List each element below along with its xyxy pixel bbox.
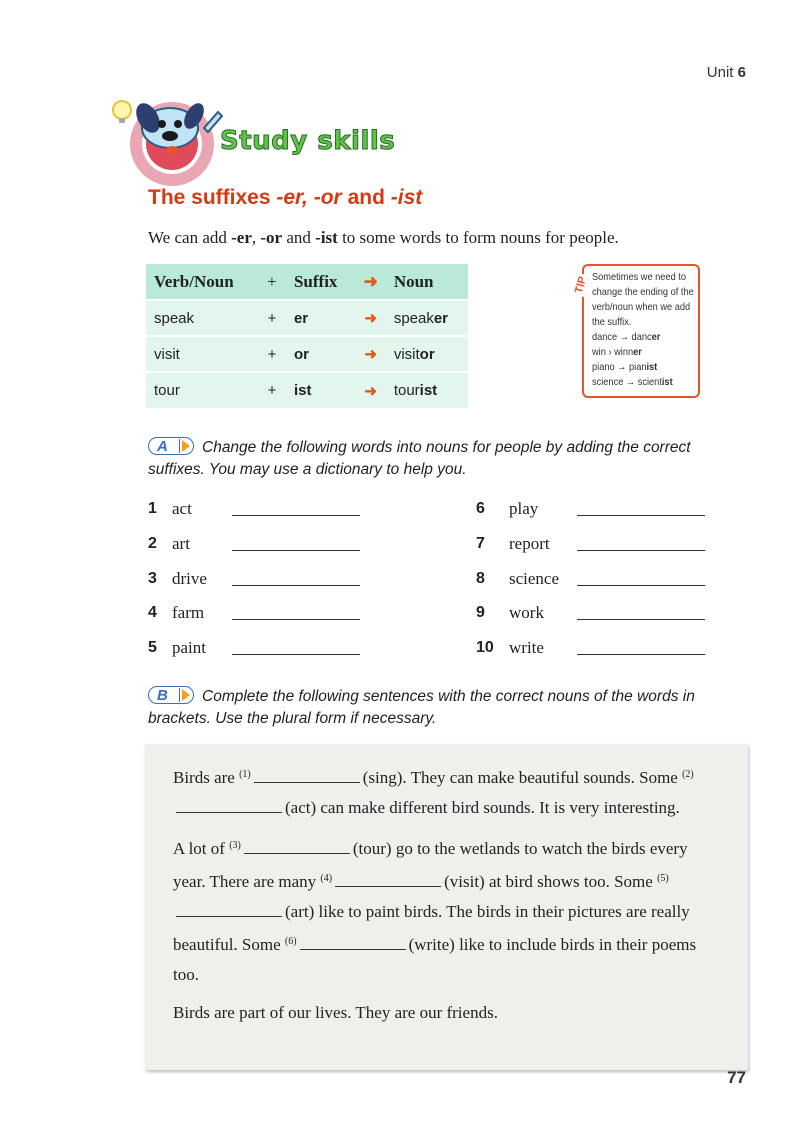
answer-blank[interactable] <box>300 936 406 950</box>
unit-label: Unit 6 <box>706 64 746 81</box>
cell-plus: + <box>258 336 286 372</box>
tip-example: science → scientist <box>592 376 673 388</box>
exercise-a-instruction: A Change the following words into nouns for people by adding the correct suffixes. You may use a dictionary to help you. <box>148 438 691 478</box>
answer-blank[interactable] <box>232 502 360 516</box>
cell-suffix: ist <box>286 372 356 408</box>
list-item: 9 work <box>476 596 716 631</box>
passage-text <box>173 760 723 1036</box>
list-item: 6 play <box>476 492 716 527</box>
header-suffix: Suffix <box>286 264 356 300</box>
table-row <box>146 336 468 372</box>
header-plus: + <box>258 264 286 300</box>
exercise-a-list-left <box>148 492 388 665</box>
answer-blank[interactable] <box>577 641 705 655</box>
header-arrow-icon: ➜ <box>356 264 386 300</box>
exercise-b-badge: B <box>148 686 194 704</box>
list-item: 7 report <box>476 527 716 562</box>
list-item: 10 write <box>476 631 716 666</box>
cell-noun: speaker <box>386 300 468 336</box>
answer-blank[interactable] <box>577 502 705 516</box>
table-row <box>146 300 468 336</box>
cell-base: tour <box>146 372 258 408</box>
cell-noun: tourist <box>386 372 468 408</box>
section-title: Study skills <box>220 126 396 156</box>
tip-label: TIP <box>566 271 597 299</box>
exercise-a-list-right <box>476 492 716 665</box>
list-item: 1 act <box>148 492 388 527</box>
answer-blank[interactable] <box>232 572 360 586</box>
list-item: 3 drive <box>148 561 388 596</box>
passage-paragraph: Birds are part of our lives. They are our friends. <box>173 1003 498 1022</box>
answer-blank[interactable] <box>577 572 705 586</box>
cell-base: visit <box>146 336 258 372</box>
tip-box <box>572 264 700 398</box>
list-item: 4 farm <box>148 596 388 631</box>
exercise-b-instruction: B Complete the following sentences with the correct nouns of the words in brackets. Use the plural form if necessary. <box>148 687 695 727</box>
table-header-row <box>146 264 468 300</box>
passage-paragraph: Birds are $^{(1)}$ (sing). They can make beautiful sounds. Some $^{(2)}$(act) can make different bird sounds. It is very interesting. <box>173 768 694 817</box>
answer-blank[interactable] <box>335 873 441 887</box>
cell-plus: + <box>258 300 286 336</box>
answer-blank[interactable] <box>244 840 350 854</box>
answer-blank[interactable] <box>176 799 282 813</box>
lesson-intro: We can add -er, -or and -ist to some words to form nouns for people. <box>148 228 619 247</box>
tip-example: dance → dancer <box>592 331 661 343</box>
passage-paper <box>145 744 748 1070</box>
tip-example: piano → pianist <box>592 361 658 373</box>
answer-blank[interactable] <box>176 903 282 917</box>
cell-suffix: er <box>286 300 356 336</box>
arrow-icon: ➜ <box>356 372 386 408</box>
answer-blank[interactable] <box>577 537 705 551</box>
page-number: 77 <box>727 1068 746 1087</box>
list-item: 5 paint <box>148 631 388 666</box>
list-item: 2 art <box>148 527 388 562</box>
cell-plus: + <box>258 372 286 408</box>
arrow-icon: ➜ <box>356 300 386 336</box>
answer-blank[interactable] <box>577 606 705 620</box>
exercise-a-badge: A <box>148 437 194 455</box>
header-noun: Noun <box>386 264 468 300</box>
tip-example: win › winner <box>592 346 642 358</box>
play-triangle-icon <box>182 440 190 452</box>
tip-text: Sometimes we need to change the ending of the verb/noun when we add the suffix. dance → dancer win › winner piano → pianist science → scientist <box>592 270 698 390</box>
arrow-icon: ➜ <box>356 336 386 372</box>
lesson-heading: The suffixes -er, -or and -ist <box>148 186 423 209</box>
answer-blank[interactable] <box>232 537 360 551</box>
table-row <box>146 372 468 408</box>
answer-blank[interactable] <box>232 606 360 620</box>
cell-noun: visitor <box>386 336 468 372</box>
cell-base: speak <box>146 300 258 336</box>
dog-mascot-icon <box>108 88 238 188</box>
header-verb-noun: Verb/Noun <box>146 264 258 300</box>
passage-paragraph: A lot of $^{(3)}$ (tour) go to the wetlands to watch the birds every year. There are many $^{(4)}$ (visit) at bird shows too. Some $^{(5)}$(art) like to paint birds. The birds in their pictures are really beautiful. Some $^{(6)}$ (write) like to include birds in their poems too. <box>173 839 697 984</box>
answer-blank[interactable] <box>254 769 360 783</box>
play-triangle-icon <box>182 689 190 701</box>
list-item: 8 science <box>476 561 716 596</box>
answer-blank[interactable] <box>232 641 360 655</box>
unit-number: 6 <box>737 64 746 81</box>
cell-suffix: or <box>286 336 356 372</box>
suffix-table <box>146 264 468 408</box>
